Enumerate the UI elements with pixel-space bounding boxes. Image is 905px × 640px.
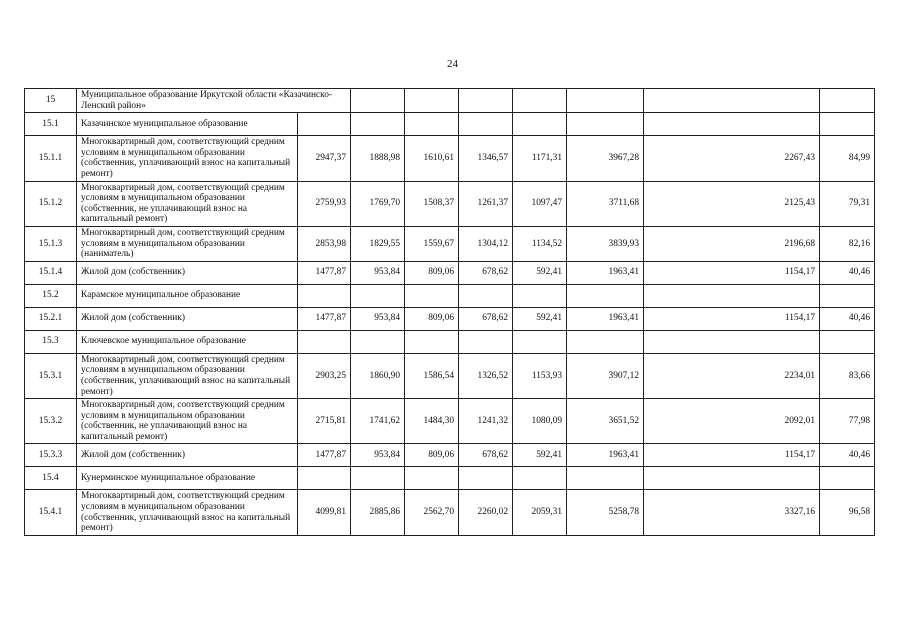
- value-cell: 809,06: [405, 261, 459, 284]
- row-description: Жилой дом (собственник): [77, 307, 298, 330]
- value-cell: 82,16: [820, 226, 875, 261]
- row-description: Многоквартирный дом, соответствующий средним условиям в муниципальном образовании (наниматель): [77, 226, 298, 261]
- empty-cell: [644, 284, 820, 307]
- empty-cell: [820, 113, 875, 136]
- value-cell: 953,84: [351, 307, 405, 330]
- empty-cell: [820, 89, 875, 113]
- value-cell: 2059,31: [513, 490, 567, 535]
- empty-cell: [644, 89, 820, 113]
- empty-cell: [820, 284, 875, 307]
- empty-cell: [459, 467, 513, 490]
- value-cell: 1154,17: [644, 444, 820, 467]
- value-cell: 1304,12: [459, 226, 513, 261]
- empty-cell: [459, 284, 513, 307]
- value-cell: 2196,68: [644, 226, 820, 261]
- row-description: Жилой дом (собственник): [77, 444, 298, 467]
- value-cell: 1097,47: [513, 181, 567, 226]
- value-cell: 83,66: [820, 353, 875, 398]
- row-code: 15.3.1: [25, 353, 77, 398]
- value-cell: 1586,54: [405, 353, 459, 398]
- section-row: [25, 467, 875, 490]
- value-cell: 1477,87: [298, 307, 351, 330]
- section-title: Муниципальное образование Иркутской области «Казачинско-Ленский район»: [77, 89, 351, 113]
- value-cell: 3967,28: [567, 136, 644, 181]
- value-cell: 678,62: [459, 307, 513, 330]
- value-cell: 678,62: [459, 261, 513, 284]
- row-code: 15.1.3: [25, 226, 77, 261]
- value-cell: 1477,87: [298, 444, 351, 467]
- value-cell: 40,46: [820, 261, 875, 284]
- value-cell: 2092,01: [644, 399, 820, 444]
- value-cell: 953,84: [351, 261, 405, 284]
- empty-cell: [567, 467, 644, 490]
- row-description: Многоквартирный дом, соответствующий средним условиям в муниципальном образовании (собственник, не уплачивающий взнос на капитальный ремонт): [77, 399, 298, 444]
- value-cell: 3327,16: [644, 490, 820, 535]
- row-code: 15.4.1: [25, 490, 77, 535]
- empty-cell: [351, 284, 405, 307]
- row-code: 15.3.3: [25, 444, 77, 467]
- empty-cell: [405, 284, 459, 307]
- value-cell: 2853,98: [298, 226, 351, 261]
- empty-cell: [513, 284, 567, 307]
- value-cell: 1829,55: [351, 226, 405, 261]
- empty-cell: [405, 467, 459, 490]
- row-code: 15.1.1: [25, 136, 77, 181]
- value-cell: 2759,93: [298, 181, 351, 226]
- value-cell: 1610,61: [405, 136, 459, 181]
- value-cell: 1477,87: [298, 261, 351, 284]
- row-code: 15.3.2: [25, 399, 77, 444]
- empty-cell: [405, 330, 459, 353]
- value-cell: 4099,81: [298, 490, 351, 535]
- empty-cell: [351, 113, 405, 136]
- row-code: 15.1.4: [25, 261, 77, 284]
- value-cell: 2125,43: [644, 181, 820, 226]
- empty-cell: [644, 113, 820, 136]
- value-cell: 3651,52: [567, 399, 644, 444]
- value-cell: 1963,41: [567, 444, 644, 467]
- empty-cell: [567, 330, 644, 353]
- table-row: [25, 353, 875, 398]
- value-cell: 809,06: [405, 444, 459, 467]
- value-cell: 84,99: [820, 136, 875, 181]
- value-cell: 678,62: [459, 444, 513, 467]
- value-cell: 1346,57: [459, 136, 513, 181]
- value-cell: 953,84: [351, 444, 405, 467]
- value-cell: 1508,37: [405, 181, 459, 226]
- row-description: Многоквартирный дом, соответствующий средним условиям в муниципальном образовании (собственник, не уплачивающий взнос на капитальный ремонт): [77, 181, 298, 226]
- row-code: 15.2.1: [25, 307, 77, 330]
- empty-cell: [513, 113, 567, 136]
- row-description: Многоквартирный дом, соответствующий средним условиям в муниципальном образовании (собственник, уплачивающий взнос на капитальный ремонт): [77, 490, 298, 535]
- empty-cell: [644, 467, 820, 490]
- value-cell: 2885,86: [351, 490, 405, 535]
- value-cell: 1741,62: [351, 399, 405, 444]
- empty-cell: [567, 113, 644, 136]
- value-cell: 592,41: [513, 261, 567, 284]
- table-row: [25, 399, 875, 444]
- row-code: 15.1: [25, 113, 77, 136]
- section-title: Ключевское муниципальное образование: [77, 330, 298, 353]
- table-row: [25, 261, 875, 284]
- value-cell: 1326,52: [459, 353, 513, 398]
- row-description: Многоквартирный дом, соответствующий средним условиям в муниципальном образовании (собственник, уплачивающий взнос на капитальный ремонт): [77, 136, 298, 181]
- row-code: 15.1.2: [25, 181, 77, 226]
- table-row: [25, 444, 875, 467]
- value-cell: 3839,93: [567, 226, 644, 261]
- table-row: [25, 136, 875, 181]
- empty-cell: [459, 113, 513, 136]
- value-cell: 1963,41: [567, 261, 644, 284]
- value-cell: 1888,98: [351, 136, 405, 181]
- value-cell: 96,58: [820, 490, 875, 535]
- value-cell: 1134,52: [513, 226, 567, 261]
- table-row: [25, 307, 875, 330]
- tariff-table: [24, 88, 875, 536]
- value-cell: 1963,41: [567, 307, 644, 330]
- value-cell: 2715,81: [298, 399, 351, 444]
- value-cell: 1080,09: [513, 399, 567, 444]
- empty-cell: [820, 330, 875, 353]
- value-cell: 5258,78: [567, 490, 644, 535]
- value-cell: 1559,67: [405, 226, 459, 261]
- empty-cell: [820, 467, 875, 490]
- empty-cell: [298, 330, 351, 353]
- section-row: [25, 113, 875, 136]
- empty-cell: [513, 330, 567, 353]
- value-cell: 1261,37: [459, 181, 513, 226]
- row-code: 15.4: [25, 467, 77, 490]
- table-row: [25, 490, 875, 535]
- empty-cell: [459, 89, 513, 113]
- empty-cell: [351, 89, 405, 113]
- value-cell: 77,98: [820, 399, 875, 444]
- value-cell: 1154,17: [644, 307, 820, 330]
- value-cell: 809,06: [405, 307, 459, 330]
- empty-cell: [405, 113, 459, 136]
- empty-cell: [513, 89, 567, 113]
- value-cell: 1171,31: [513, 136, 567, 181]
- page-number: 24: [447, 58, 458, 70]
- table-row: [25, 226, 875, 261]
- section-row: [25, 330, 875, 353]
- value-cell: 2903,25: [298, 353, 351, 398]
- row-code: 15.2: [25, 284, 77, 307]
- empty-cell: [298, 113, 351, 136]
- value-cell: 1769,70: [351, 181, 405, 226]
- value-cell: 1153,93: [513, 353, 567, 398]
- value-cell: 2260,02: [459, 490, 513, 535]
- empty-cell: [459, 330, 513, 353]
- value-cell: 1484,30: [405, 399, 459, 444]
- row-code: 15.3: [25, 330, 77, 353]
- value-cell: 1860,90: [351, 353, 405, 398]
- value-cell: 2562,70: [405, 490, 459, 535]
- empty-cell: [351, 467, 405, 490]
- value-cell: 3907,12: [567, 353, 644, 398]
- empty-cell: [298, 467, 351, 490]
- value-cell: 2267,43: [644, 136, 820, 181]
- value-cell: 3711,68: [567, 181, 644, 226]
- section-row: [25, 89, 875, 113]
- section-title: Кунерминское муниципальное образование: [77, 467, 298, 490]
- value-cell: 592,41: [513, 307, 567, 330]
- value-cell: 1154,17: [644, 261, 820, 284]
- value-cell: 1241,32: [459, 399, 513, 444]
- empty-cell: [405, 89, 459, 113]
- row-description: Многоквартирный дом, соответствующий средним условиям в муниципальном образовании (собственник, уплачивающий взнос на капитальный ремонт): [77, 353, 298, 398]
- empty-cell: [567, 89, 644, 113]
- section-row: [25, 284, 875, 307]
- value-cell: 2947,37: [298, 136, 351, 181]
- value-cell: 2234,01: [644, 353, 820, 398]
- empty-cell: [567, 284, 644, 307]
- table-row: [25, 181, 875, 226]
- empty-cell: [513, 467, 567, 490]
- value-cell: 40,46: [820, 307, 875, 330]
- empty-cell: [644, 330, 820, 353]
- section-title: Казачинское муниципальное образование: [77, 113, 298, 136]
- row-description: Жилой дом (собственник): [77, 261, 298, 284]
- row-code: 15: [25, 89, 77, 113]
- value-cell: 592,41: [513, 444, 567, 467]
- empty-cell: [298, 284, 351, 307]
- value-cell: 40,46: [820, 444, 875, 467]
- empty-cell: [351, 330, 405, 353]
- section-title: Карамское муниципальное образование: [77, 284, 298, 307]
- value-cell: 79,31: [820, 181, 875, 226]
